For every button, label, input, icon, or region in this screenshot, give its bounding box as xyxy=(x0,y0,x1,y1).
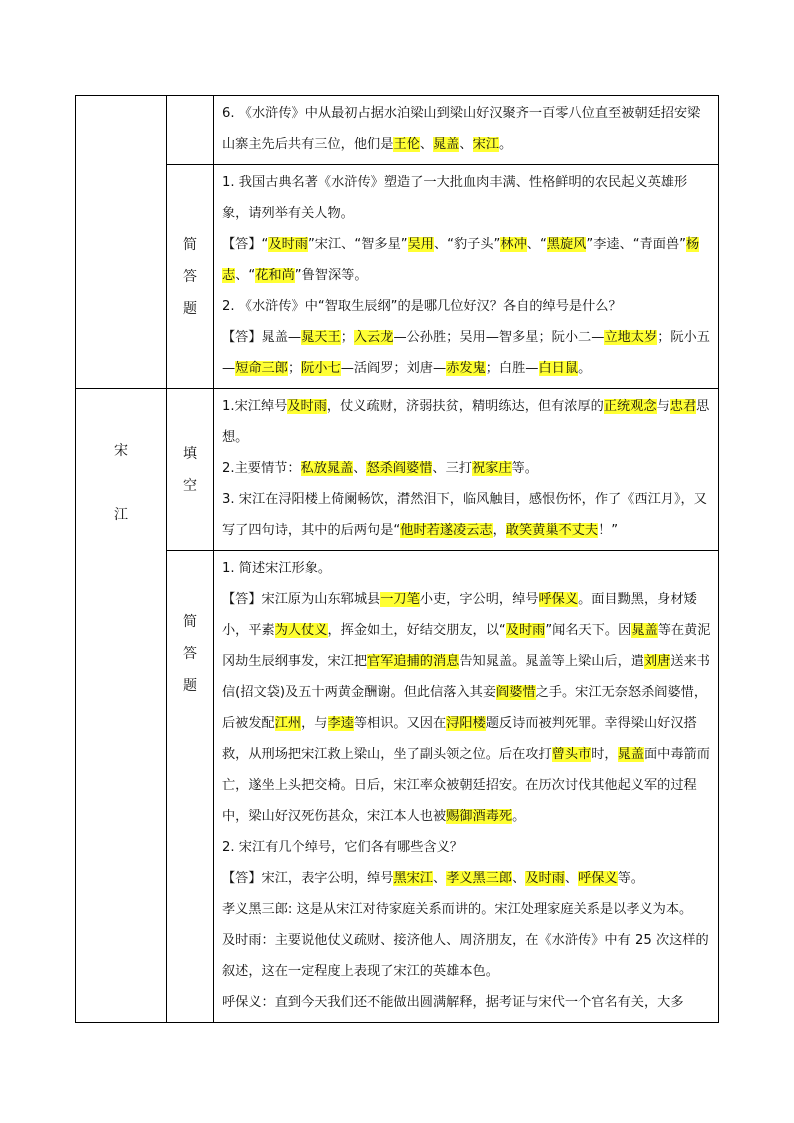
highlighted-text: 赐御酒毒死 xyxy=(446,809,513,824)
type-cell xyxy=(167,551,214,1023)
text-run: ”闻名天下。因 xyxy=(545,623,632,638)
label-char: 宋 xyxy=(114,443,128,459)
fill-2 xyxy=(222,453,712,484)
question-1 xyxy=(222,167,712,229)
highlighted-text: 忠君 xyxy=(669,399,697,414)
text-run: 思想。 xyxy=(222,399,710,445)
text-run: —活阎罗；刘唐— xyxy=(340,361,447,376)
text-run: —公孙胜；吴用—智多星；阮小二— xyxy=(393,330,605,345)
highlighted-text: 及时雨 xyxy=(525,871,565,886)
fill-1 xyxy=(222,391,712,453)
highlighted-text: 白日鼠 xyxy=(538,361,579,376)
text-run: ，挥金如土，好结交朋友，以“ xyxy=(327,623,506,638)
answer-2 xyxy=(222,863,712,894)
text-run: ！” xyxy=(598,523,619,538)
text-run: ”鲁智深等。 xyxy=(294,268,368,283)
text-run: ”李逵、“青面兽” xyxy=(586,237,686,252)
explain-2 xyxy=(222,925,712,987)
text-run: 6. 《水浒传》中从最初占据水泊梁山到梁山好汉聚齐一百零八位直至被朝廷招安梁山寨主先后共有三位，他们是 xyxy=(222,106,701,152)
text-run: 及时雨：主要说他仗义疏财、接济他人、周济朋友，在《水浒传》中有 25 次这样的叙述，这在一定程度上表现了宋江的英雄本色。 xyxy=(222,933,709,979)
highlighted-text: 孝义黑三郎 xyxy=(446,871,513,886)
knowledge-table xyxy=(75,95,719,1023)
text-run: ； xyxy=(287,361,302,376)
explain-3 xyxy=(222,987,712,1018)
highlighted-text: 赤发鬼 xyxy=(446,361,486,376)
explain-1 xyxy=(222,894,712,925)
label-char: 答 xyxy=(183,646,197,662)
row-short-answer-1 xyxy=(76,165,719,389)
label-char: 填 xyxy=(183,445,197,462)
highlighted-text: 浔阳楼 xyxy=(446,716,486,731)
highlighted-text: 刘唐 xyxy=(644,654,671,669)
text-run: 、 xyxy=(419,137,433,152)
text-run: 等。 xyxy=(617,871,644,886)
highlighted-text: 怒杀阎婆惜 xyxy=(366,461,433,476)
highlighted-text: 黑旋风 xyxy=(546,237,587,252)
text-run: 面中毒箭而亡，遂坐上头把交椅。日后，宋江率众被朝廷招安。在历次讨伐其他起义军的过程中，梁山好汉死伤甚众，宋江本人也被 xyxy=(222,747,710,824)
text-run: 等相识。又因在 xyxy=(353,716,447,731)
highlighted-text: 敢笑黄巢不丈夫 xyxy=(505,523,599,538)
text-run: 之手。宋江无奈怒杀阎婆惜，后被发配 xyxy=(222,685,708,731)
highlighted-text: 为人仗义 xyxy=(274,623,328,638)
name-cell-empty xyxy=(76,96,167,389)
text-run: ； xyxy=(340,330,354,345)
text-run: 、三打 xyxy=(432,461,472,476)
highlighted-text: 晁盖 xyxy=(631,623,658,638)
text-run: 告知晁盖。晁盖等上梁山后，遣 xyxy=(459,654,644,669)
highlighted-text: 吴用 xyxy=(407,237,434,252)
text-run: ；阮小五— xyxy=(222,330,710,376)
answer-2 xyxy=(222,322,712,384)
text-run: 1. 我国古典名著《水浒传》塑造了一大批血肉丰满、性格鲜明的农民起义英雄形象，请列举有关人物。 xyxy=(222,175,688,221)
text-run: 。 xyxy=(578,361,592,376)
text-run: 呼保义：直到今天我们还不能做出圆满解释，据考证与宋代一个官名有关，大多 xyxy=(222,995,684,1010)
highlighted-text: 呼保义 xyxy=(538,592,579,607)
name-cell xyxy=(76,389,167,1023)
text-run: 孝义黑三郎: 这是从宋江对待家庭关系而讲的。宋江处理家庭关系是以孝义为本。 xyxy=(222,902,693,917)
highlighted-text: 及时雨 xyxy=(287,399,327,414)
text-run: 、 xyxy=(512,871,526,886)
highlighted-text: 花和尚 xyxy=(255,268,295,283)
text-run: 【答】宋江，表字公明，绰号 xyxy=(222,871,394,886)
row-songjiang-short-answer xyxy=(76,551,719,1023)
highlighted-text: 林冲 xyxy=(500,237,527,252)
label-char: 江 xyxy=(114,507,128,523)
content-cell xyxy=(214,165,719,389)
text-run: 【答】“ xyxy=(222,237,269,252)
highlighted-text: 晁盖 xyxy=(433,137,460,152)
label-char: 题 xyxy=(183,678,197,694)
type-label xyxy=(167,229,213,325)
highlighted-text: 一刀笔 xyxy=(380,592,420,607)
text-run: 1. 简述宋江形象。 xyxy=(222,561,332,576)
label-char: 空 xyxy=(183,477,197,494)
text-run: 、“ xyxy=(235,268,256,283)
highlighted-text: 晁天王 xyxy=(301,330,341,345)
highlighted-text: 宋江 xyxy=(472,137,499,152)
question-6 xyxy=(222,98,712,160)
text-run: 、 xyxy=(353,461,367,476)
text-run: ，与 xyxy=(301,716,328,731)
content-cell xyxy=(214,96,719,165)
answer-1 xyxy=(222,584,712,832)
text-run: 、“豹子头” xyxy=(433,237,501,252)
question-1 xyxy=(222,553,712,584)
text-run: 。 xyxy=(512,809,526,824)
text-run: 送来书信(招文袋)及五十两黄金酬谢。但此信落入其妾 xyxy=(222,654,710,700)
question-2 xyxy=(222,291,712,322)
highlighted-text: 短命三郎 xyxy=(235,361,288,376)
text-run: 等。 xyxy=(511,461,538,476)
highlighted-text: 江州 xyxy=(274,716,302,731)
type-cell xyxy=(167,165,214,389)
text-run: ”宋江、“智多星” xyxy=(307,237,408,252)
text-run: 3. 宋江在浔阳楼上倚阑畅饮，潸然泪下，临风触目，感恨伤怀，作了《西江月》，又写了四句诗，其中的后两句是“ xyxy=(222,492,707,538)
label-char: 题 xyxy=(183,300,197,317)
highlighted-text: 他时若遂凌云志 xyxy=(400,523,493,538)
type-cell xyxy=(167,389,214,551)
text-run: 。 xyxy=(498,137,513,152)
text-run: 【答】宋江原为山东郓城县 xyxy=(222,592,381,607)
text-run: ，仗义疏财，济弱扶贫，精明练达，但有浓厚的 xyxy=(326,399,604,414)
highlighted-text: 立地太岁 xyxy=(604,330,658,345)
row-songjiang-fill xyxy=(76,389,719,551)
text-run: 2.主要情节： xyxy=(222,461,301,476)
text-run: 、 xyxy=(459,137,473,152)
highlighted-text: 及时雨 xyxy=(505,623,546,638)
text-run: 、 xyxy=(433,871,447,886)
highlighted-text: 阮小七 xyxy=(301,361,341,376)
highlighted-text: 呼保义 xyxy=(578,871,618,886)
text-run: 、 xyxy=(564,871,579,886)
type-label xyxy=(167,551,213,702)
text-run: ， xyxy=(492,523,506,538)
text-run: 1.宋江绰号 xyxy=(222,399,288,414)
text-run: 【答】晁盖— xyxy=(222,330,302,345)
text-run: 与 xyxy=(656,399,670,414)
highlighted-text: 王伦 xyxy=(393,137,420,152)
highlighted-text: 晁盖 xyxy=(617,747,644,762)
highlighted-text: 私放晁盖 xyxy=(300,461,354,476)
name-label xyxy=(76,389,166,547)
type-label xyxy=(167,438,213,502)
answer-1 xyxy=(222,229,712,291)
label-char: 简 xyxy=(183,236,197,253)
highlighted-text: 曾头市 xyxy=(551,747,592,762)
highlighted-text: 黑宋江 xyxy=(393,871,433,886)
highlighted-text: 祝家庄 xyxy=(471,461,512,476)
content-cell xyxy=(214,389,719,551)
text-run: 2. 《水浒传》中“智取生辰纲”的是哪几位好汉？各自的绰号是什么？ xyxy=(222,299,622,314)
highlighted-text: 官军追捕的消息 xyxy=(367,654,460,669)
text-run: 。面目黝黑，身材矮小，平素 xyxy=(222,592,697,638)
highlighted-text: 正统观念 xyxy=(603,399,657,414)
highlighted-text: 阎婆惜 xyxy=(496,685,536,700)
text-run: ；白胜— xyxy=(485,361,539,376)
label-char: 简 xyxy=(183,614,197,630)
text-run: 2. 宋江有几个绰号，它们各有哪些含义？ xyxy=(222,840,463,855)
highlighted-text: 杨志 xyxy=(222,237,700,283)
text-run: 时， xyxy=(591,747,618,762)
highlighted-text: 及时雨 xyxy=(268,237,308,252)
fill-3 xyxy=(222,484,712,546)
text-run: 、“ xyxy=(526,237,547,252)
text-run: 题反诗而被判死罪。幸得梁山好汉搭救，从刑场把宋江救上梁山，坐了副头领之位。后在攻打 xyxy=(222,716,697,762)
question-2 xyxy=(222,832,712,863)
row-fill-6 xyxy=(76,96,719,165)
text-run: 等在黄泥冈劫生辰纲事发，宋江把 xyxy=(222,623,711,669)
highlighted-text: 入云龙 xyxy=(353,330,394,345)
content-cell xyxy=(214,551,719,1023)
text-run: 小吏，字公明，绰号 xyxy=(419,592,539,607)
highlighted-text: 李逵 xyxy=(327,716,354,731)
type-cell-empty xyxy=(167,96,214,165)
label-char: 答 xyxy=(183,268,197,285)
